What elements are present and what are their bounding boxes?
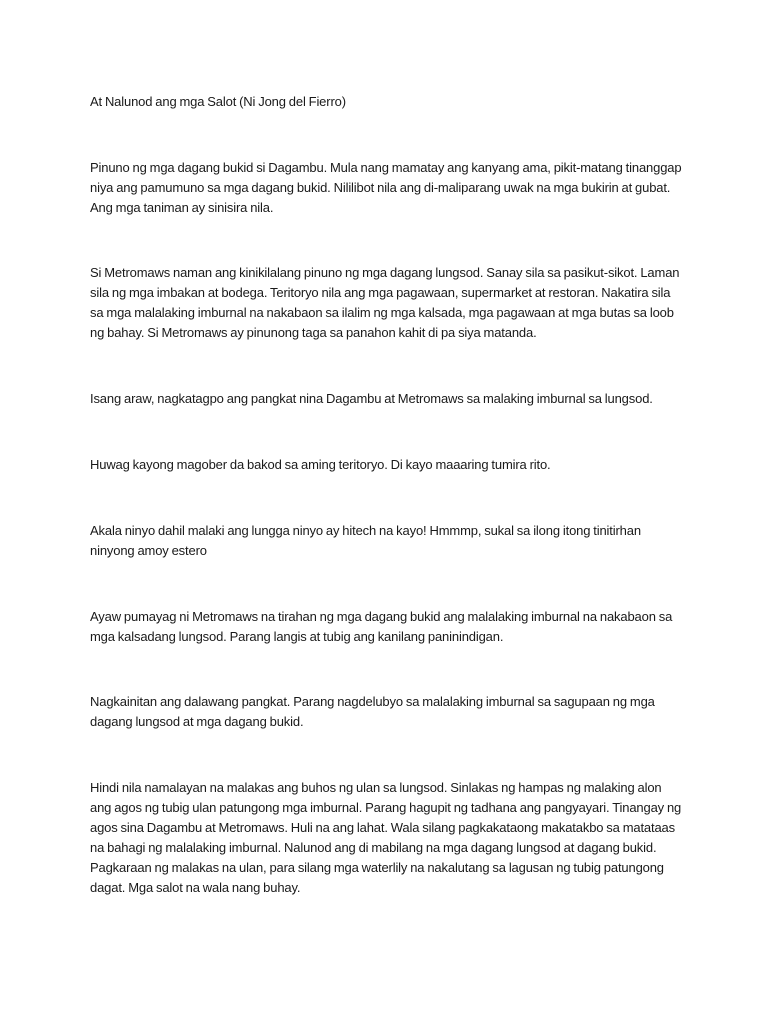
paragraph-4: Huwag kayong magober da bakod sa aming teritoryo. Di kayo maaaring tumira rito. xyxy=(90,457,551,472)
paragraph-8: Hindi nila namalayan na malakas ang buhos ng ulan sa lungsod. Sinlakas ng hampas ng malaking alon ang agos ng tubig ulan patungong mga imburnal. Parang hagupit ng tadhana ang pangyayari. Tinangay ng agos sina Dagambu at Metromaws. Huli na ang lahat. Wala silang pagkakataong makatakbo sa matataas na bahagi ng malalaking imburnal. Nalunod ang di mabilang na mga dagang lungsod at dagang bukid. Pagkaraan ng malakas na ulan, para silang mga waterlily na nakalutang sa lagusan ng tubig patungong dagat. Mga salot na wala nang buhay. xyxy=(90,780,682,895)
paragraph-1: Pinuno ng mga dagang bukid si Dagambu. Mula nang mamatay ang kanyang ama, pikit-matang tinanggap niya ang pamumuno sa mga dagang bukid. Nililibot nila ang di-maliparang uwak na mga bukirin at gubat. Ang mga taniman ay sinisira nila. xyxy=(90,160,682,215)
paragraph-3: Isang araw, nagkatagpo ang pangkat nina Dagambu at Metromaws sa malaking imburnal sa lungsod. xyxy=(90,391,653,406)
document-title: At Nalunod ang mga Salot (Ni Jong del Fierro) xyxy=(90,94,346,109)
paragraph-2: Si Metromaws naman ang kinikilalang pinuno ng mga dagang lungsod. Sanay sila sa pasikut-sikot. Laman sila ng mga imbakan at bodega. Teritoryo nila ang mga pagawaan, supermarket at restoran. Nakatira sila sa mga malalaking imburnal na nakabaon sa ilalim ng mga kalsada, mga pagawaan at mga butas sa loob ng bahay. Si Metromaws ay pinunong taga sa panahon kahit di pa siya matanda. xyxy=(90,265,680,340)
paragraph-5: Akala ninyo dahil malaki ang lungga ninyo ay hitech na kayo! Hmmmp, sukal sa ilong itong tinitirhan ninyong amoy estero xyxy=(90,523,641,558)
paragraph-6: Ayaw pumayag ni Metromaws na tirahan ng mga dagang bukid ang malalaking imburnal na nakabaon sa mga kalsadang lungsod. Parang langis at tubig ang kanilang paninindigan. xyxy=(90,609,673,644)
paragraph-7: Nagkainitan ang dalawang pangkat. Parang nagdelubyo sa malalaking imburnal sa sagupaan ng mga dagang lungsod at mga dagang bukid. xyxy=(90,694,655,729)
